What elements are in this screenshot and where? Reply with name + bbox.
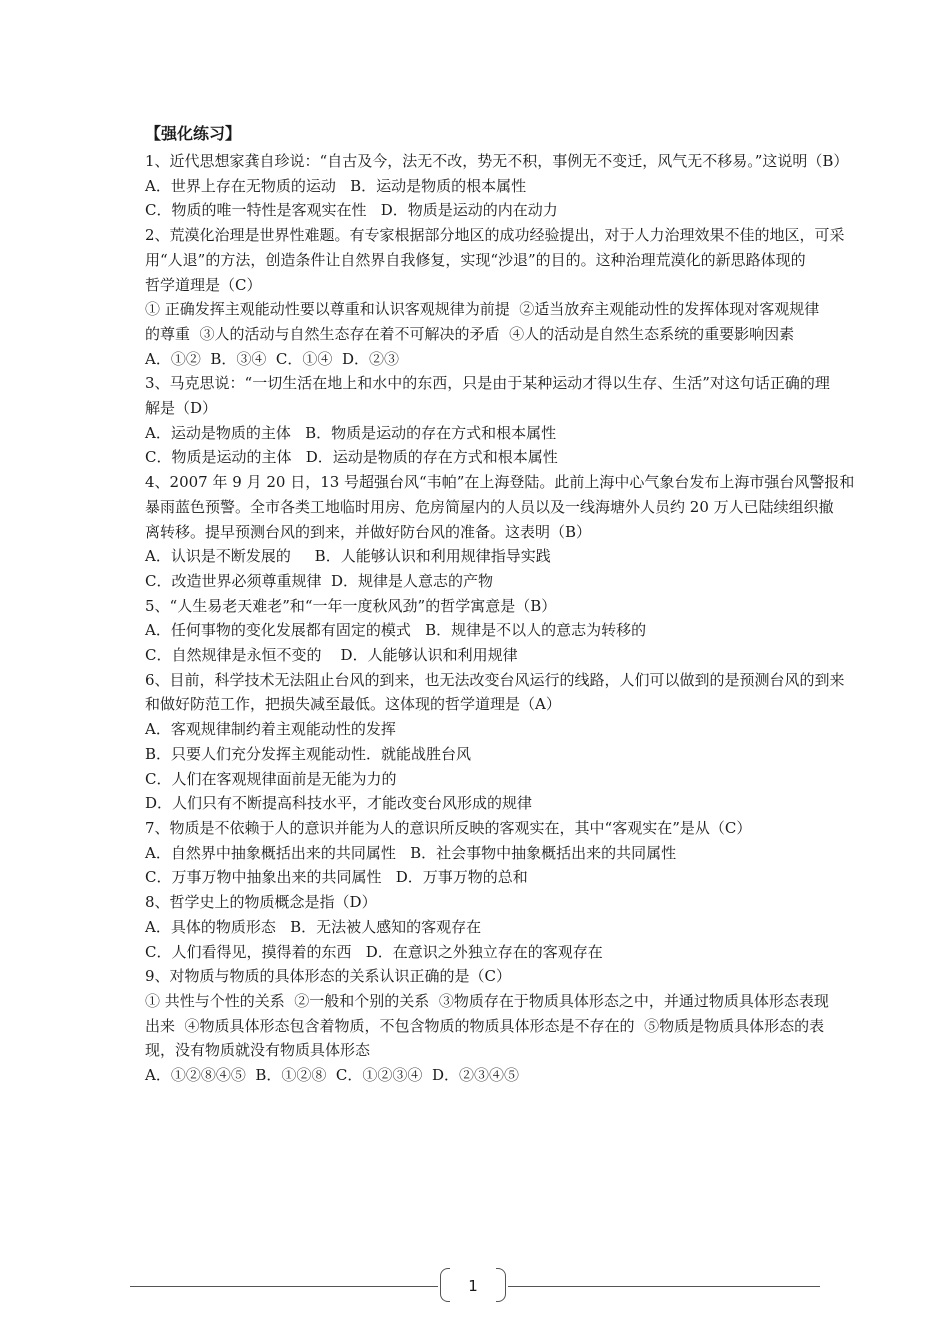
section-title: 【强化练习】 [145,124,242,143]
text-line: 哲学道理是（C） [145,275,262,294]
text-line: 的尊重 ③人的活动与自然生态存在着不可解决的矛盾 ④人的活动是自然生态系统的重要影响因素 [145,324,795,343]
question-list [145,149,910,1088]
text-line: 4、2007 年 9 月 20 日，13 号超强台风“韦帕”在上海登陆。此前上海中心气象台发布上海市强台风警报和 [145,473,855,492]
right-brace-icon [496,1268,506,1302]
text-line: 离转移。提早预测台风的到来，并做好防台风的准备。这表明（B） [145,522,592,541]
text-line: A．客观规律制约着主观能动性的发挥 [145,720,396,739]
text-line: C．改造世界必须尊重规律 D．规律是人意志的产物 [145,571,494,590]
text-line: A．①② B．③④ C．①④ D．②③ [145,349,399,368]
text-line: 2、荒漠化治理是世界性难题。有专家根据部分地区的成功经验提出，对于人力治理效果不佳的地区，可采 [145,226,845,245]
text-line: 出来 ④物质具体形态包含着物质，不包含物质的物质具体形态是不存在的 ⑤物质是物质具体形态的表 [145,1016,825,1035]
text-line: A．世界上存在无物质的运动 B．运动是物质的根本属性 [145,176,527,195]
text-line: C．物质是运动的主体 D．运动是物质的存在方式和根本属性 [145,448,558,467]
text-line: 8、哲学史上的物质概念是指（D） [145,893,377,912]
text-line: A．自然界中抽象概括出来的共同属性 B．社会事物中抽象概括出来的共同属性 [145,843,677,862]
text-line: 和做好防范工作，把损失减至最低。这体现的哲学道理是（A） [145,695,561,714]
text-line: C．人们在客观规律面前是无能为力的 [145,769,397,788]
text-line: C．万事万物中抽象出来的共同属性 D．万事万物的总和 [145,868,528,887]
document-body [145,121,910,1088]
text-line: 解是（D） [145,399,218,418]
text-line: ① 共性与个性的关系 ②一般和个别的关系 ③物质存在于物质具体形态之中，并通过物质具体形态表现 [145,991,829,1010]
text-line: C．自然规律是永恒不变的 D．人能够认识和利用规律 [145,646,518,665]
text-line: A．①②⑧④⑤ B．①②⑧ C．①②③④ D．②③④⑤ [145,1066,519,1085]
text-line: 暴雨蓝色预警。全市各类工地临时用房、危房简屋内的人员以及一线海塘外人员约 20 万人已陆续组织撤 [145,497,834,516]
footer-rule-right [508,1286,820,1287]
page-number: 1 [468,1277,478,1295]
footer-rule-left [130,1286,438,1287]
text-line: 现，没有物质就没有物质具体形态 [145,1041,371,1060]
text-line: B．只要人们充分发挥主观能动性．就能战胜台风 [145,744,472,763]
text-line: 6、目前，科学技术无法阻止台风的到来，也无法改变台风运行的线路，人们可以做到的是预测台风的到来 [145,670,845,689]
text-line: 7、物质是不依赖于人的意识并能为人的意识所反映的客观实在，其中“客观实在”是从（C） [145,818,752,837]
text-line: 用“人退”的方法，创造条件让自然界自我修复，实现“沙退”的目的。这种治理荒漠化的新思路体现的 [145,250,806,269]
text-line: D．人们只有不断提高科技水平，才能改变台风形成的规律 [145,794,533,813]
text-line: 1、近代思想家龚自珍说：“自古及今，法无不改，势无不积，事例无不变迁，风气无不移易。”这说明（B） [145,152,849,170]
text-line: 3、马克思说：“一切生活在地上和水中的东西，只是由于某种运动才得以生存、生活”对这句话正确的理 [145,374,830,393]
text-line: 5、“人生易老天难老”和“一年一度秋风劲”的哲学寓意是（B） [145,596,557,615]
page-footer [130,1268,820,1304]
text-line: A．任何事物的变化发展都有固定的模式 B．规律是不以人的意志为转移的 [145,621,647,640]
text-line: C．人们看得见，摸得着的东西 D．在意识之外独立存在的客观存在 [145,942,603,961]
text-line: ① 正确发挥主观能动性要以尊重和认识客观规律为前提 ②适当放弃主观能动性的发挥体现对客观规律 [145,300,820,319]
text-line: A．运动是物质的主体 B．物质是运动的存在方式和根本属性 [145,423,557,442]
text-line: 9、对物质与物质的具体形态的关系认识正确的是（C） [145,967,512,986]
text-line: A．认识是不断发展的 B．人能够认识和利用规律指导实践 [145,547,551,566]
text-line: A．具体的物质形态 B．无法被人感知的客观存在 [145,917,482,936]
text-line: C．物质的唯一特性是客观实在性 D．物质是运动的内在动力 [145,201,558,220]
